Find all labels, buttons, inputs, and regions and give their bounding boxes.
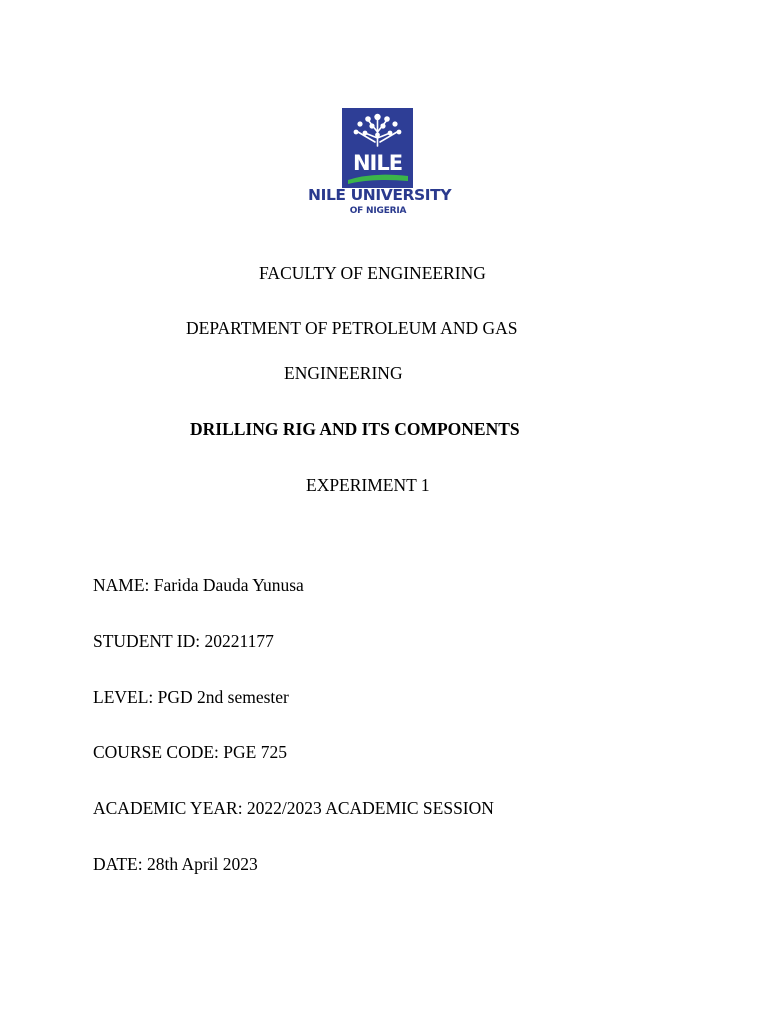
document-title: DRILLING RIG AND ITS COMPONENTS xyxy=(190,419,520,439)
university-logo xyxy=(308,108,452,218)
svg-text:NILE: NILE xyxy=(352,151,403,175)
university-name: NILE UNIVERSITY xyxy=(308,186,452,204)
submission-date: DATE: 28th April 2023 xyxy=(93,854,258,874)
experiment-label: EXPERIMENT 1 xyxy=(306,475,430,495)
student-name: NAME: Farida Dauda Yunusa xyxy=(93,575,304,595)
academic-year: ACADEMIC YEAR: 2022/2023 ACADEMIC SESSION xyxy=(93,798,494,818)
faculty-heading: FACULTY OF ENGINEERING xyxy=(259,263,486,283)
tree-icon xyxy=(342,108,413,188)
student-level: LEVEL: PGD 2nd semester xyxy=(93,687,289,707)
department-heading-line2: ENGINEERING xyxy=(284,363,403,383)
department-heading-line1: DEPARTMENT OF PETROLEUM AND GAS xyxy=(186,318,518,338)
university-subtitle: OF NIGERIA xyxy=(349,206,407,216)
student-id: STUDENT ID: 20221177 xyxy=(93,631,274,651)
course-code: COURSE CODE: PGE 725 xyxy=(93,742,287,762)
